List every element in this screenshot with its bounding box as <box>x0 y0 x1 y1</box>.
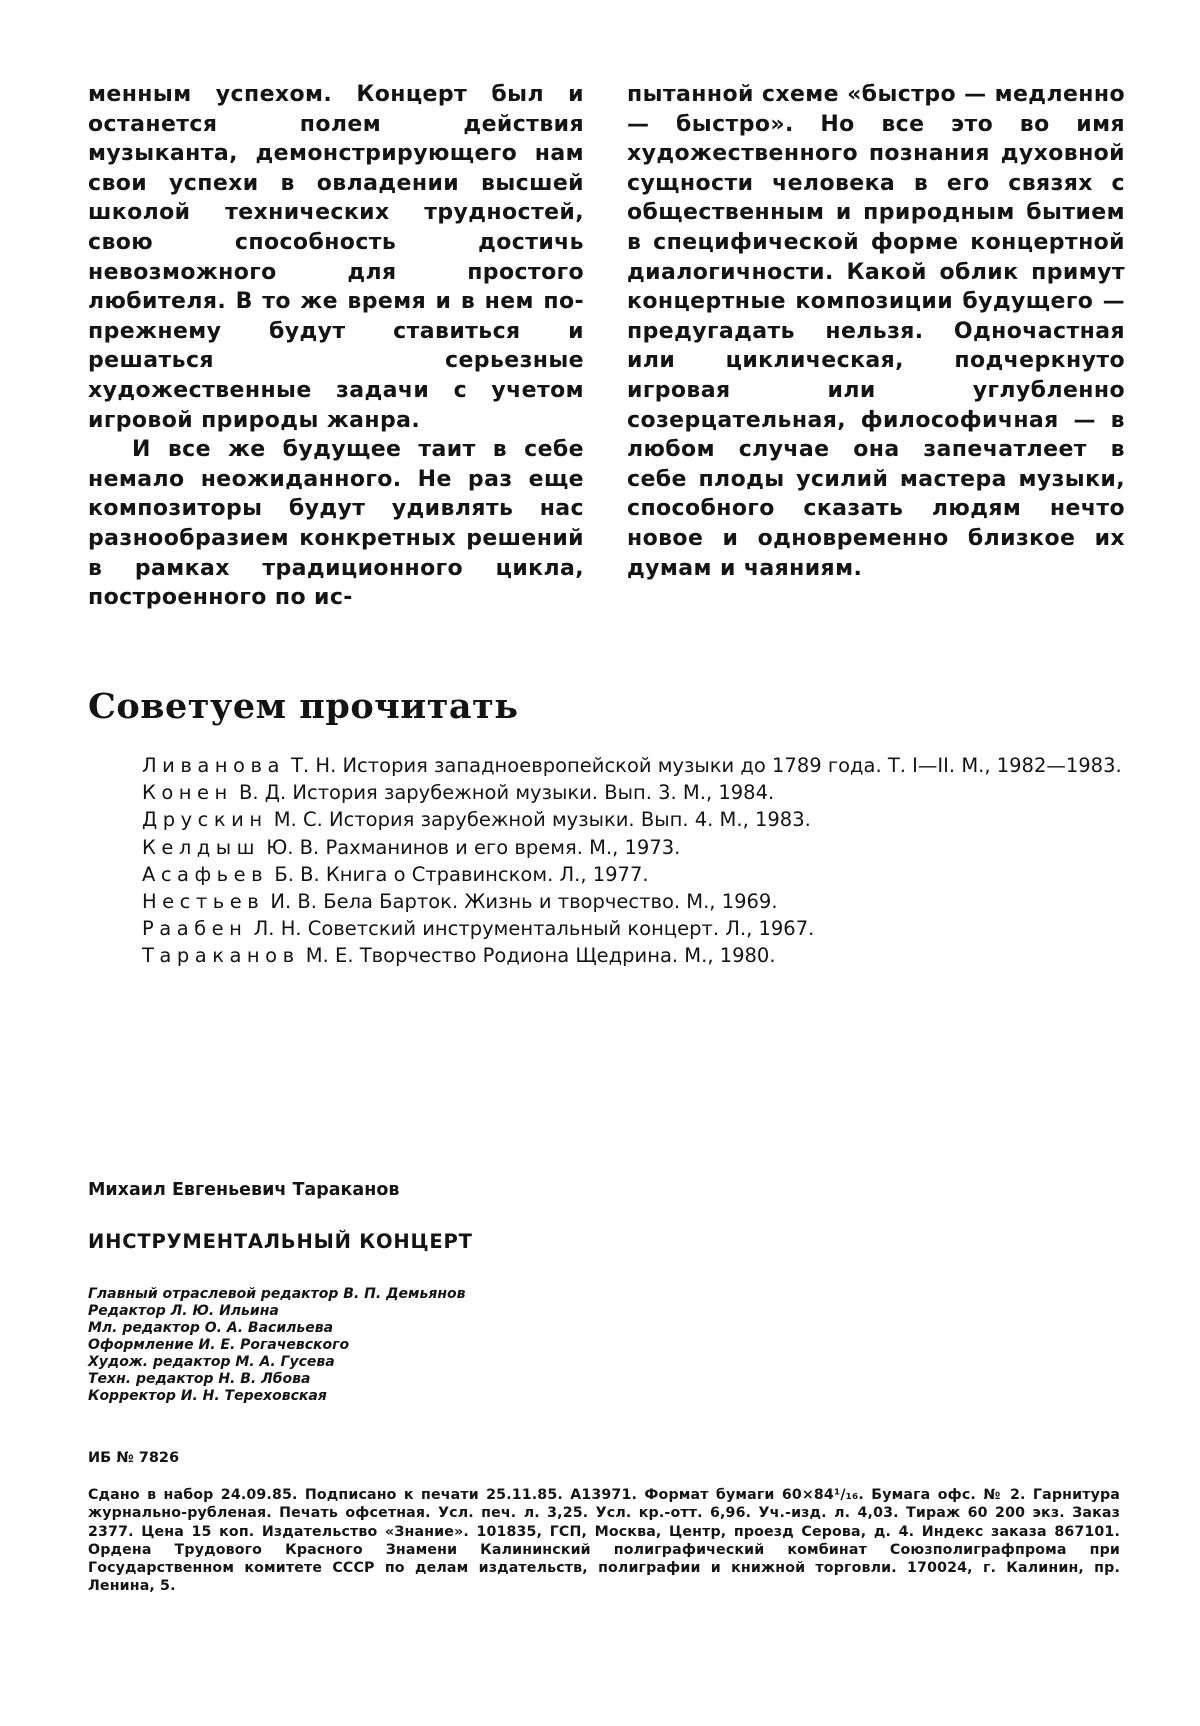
recommended-reading-heading: Советуем прочитать <box>88 686 519 727</box>
reference-details: М. Е. Творчество Родиона Щедрина. М., 1980. <box>299 944 776 968</box>
left-paragraph-1: менным успехом. Концерт был и останется полем действия музыканта, демонстрирующего нам свои успехи в овладении высшей школой технических трудностей, свою способность достичь невозможного для простого любителя. В то же время и в нем по-прежнему будут ставиться и решаться серьезные художественные задачи с учетом игровой природы жанра. <box>88 82 584 433</box>
reference-details: И. В. Бела Барток. Жизнь и творчество. М., 1969. <box>264 890 778 914</box>
reference-item <box>88 834 1128 861</box>
reference-details: М. С. История зарубежной музыки. Вып. 4. М., 1983. <box>267 808 811 832</box>
reference-author: Раабен <box>142 917 248 941</box>
imprint-publication-details: Сдано в набор 24.09.85. Подписано к печати 25.11.85. А13971. Формат бумаги 60×84¹/₁₆. Бумага офс. № 2. Гарнитура журнально-рубленая. Печать офсетная. Усл. печ. л. 3,25. Усл. кр.-отт. 6,96. Уч.-изд. л. 4,03. Тираж 60 200 экз. Заказ 2377. Цена 15 коп. Издательство «Знание». 101835, ГСП, Москва, Центр, проезд Серова, д. 4. Индекс заказа 867101. Ордена Трудового Красного Знамени Калининский полиграфический комбинат Союзполиграфпрома при Государственном комитете СССР по делам издательств, полиграфии и книжной торговли. 170024, г. Калинин, пр. Ленина, 5. <box>88 1487 1120 1595</box>
reference-author: Конен <box>142 781 233 805</box>
imprint-author-name: Михаил Евгеньевич Тараканов <box>88 1180 400 1200</box>
reference-details: Ю. В. Рахманинов и его время. М., 1973. <box>260 835 681 859</box>
reference-author: Тараканов <box>142 944 300 968</box>
left-paragraph-2: И все же будущее таит в себе немало неожиданного. Не раз еще композиторы будут удивлять нас разнообразием конкретных решений в рамках традиционного цикла, построенного по ис- <box>88 437 584 611</box>
credit-line: Редактор Л. Ю. Ильина <box>88 1303 279 1319</box>
reference-details: Т. Н. История западноевропейской музыки до 1789 года. Т. I—II. М., 1982—1983. <box>284 754 1122 777</box>
reference-author: Келдыш <box>142 835 261 859</box>
imprint-credits <box>88 1286 465 1405</box>
reference-item <box>88 806 1128 833</box>
imprint-ib-number: ИБ № 7826 <box>88 1450 180 1466</box>
credit-line: Худож. редактор М. А. Гусева <box>88 1354 335 1370</box>
left-text-column <box>88 80 584 613</box>
credit-line: Техн. редактор Н. В. Лбова <box>88 1371 311 1387</box>
credit-line: Главный отраслевой редактор В. П. Демьянов <box>88 1286 466 1302</box>
reference-details: Б. В. Книга о Стравинском. Л., 1977. <box>268 862 649 886</box>
right-paragraph-1: пытанной схеме «быстро — медленно — быстро». Но все это во имя художественного познания духовной сущности человека в его связях с общественным и природным бытием в специфической форме концертной диалогичности. Какой облик примут концертные композиции будущего — предугадать нельзя. Одночастная или циклическая, подчеркнуто игровая или углубленно созерцательная, философичная — в любом случае она запечатлеет в себе плоды усилий мастера музыки, способного сказать людям нечто новое и одновременно близкое их думам и чаяниям. <box>627 82 1125 581</box>
reference-list <box>88 752 1128 970</box>
reference-details: В. Д. История зарубежной музыки. Вып. 3. М., 1984. <box>232 781 775 805</box>
imprint-book-title: ИНСТРУМЕНТАЛЬНЫЙ КОНЦЕРТ <box>88 1230 473 1253</box>
reference-author: Друскин <box>142 808 268 832</box>
reference-details: Л. Н. Советский инструментальный концерт. Л., 1967. <box>247 917 815 941</box>
reference-item <box>88 752 1128 779</box>
reference-item <box>88 888 1128 915</box>
reference-item <box>88 861 1128 888</box>
reference-item <box>88 915 1128 942</box>
reference-author: Нестьев <box>142 890 265 914</box>
credit-line: Корректор И. Н. Тереховская <box>88 1388 327 1404</box>
credit-line: Оформление И. Е. Рогачевского <box>88 1337 350 1353</box>
reference-item <box>88 942 1128 969</box>
reference-author: Ливанова <box>142 754 285 777</box>
credit-line: Мл. редактор О. А. Васильева <box>88 1320 334 1336</box>
reference-author: Асафьев <box>142 862 269 886</box>
right-text-column <box>627 80 1125 583</box>
reference-item <box>88 779 1128 806</box>
